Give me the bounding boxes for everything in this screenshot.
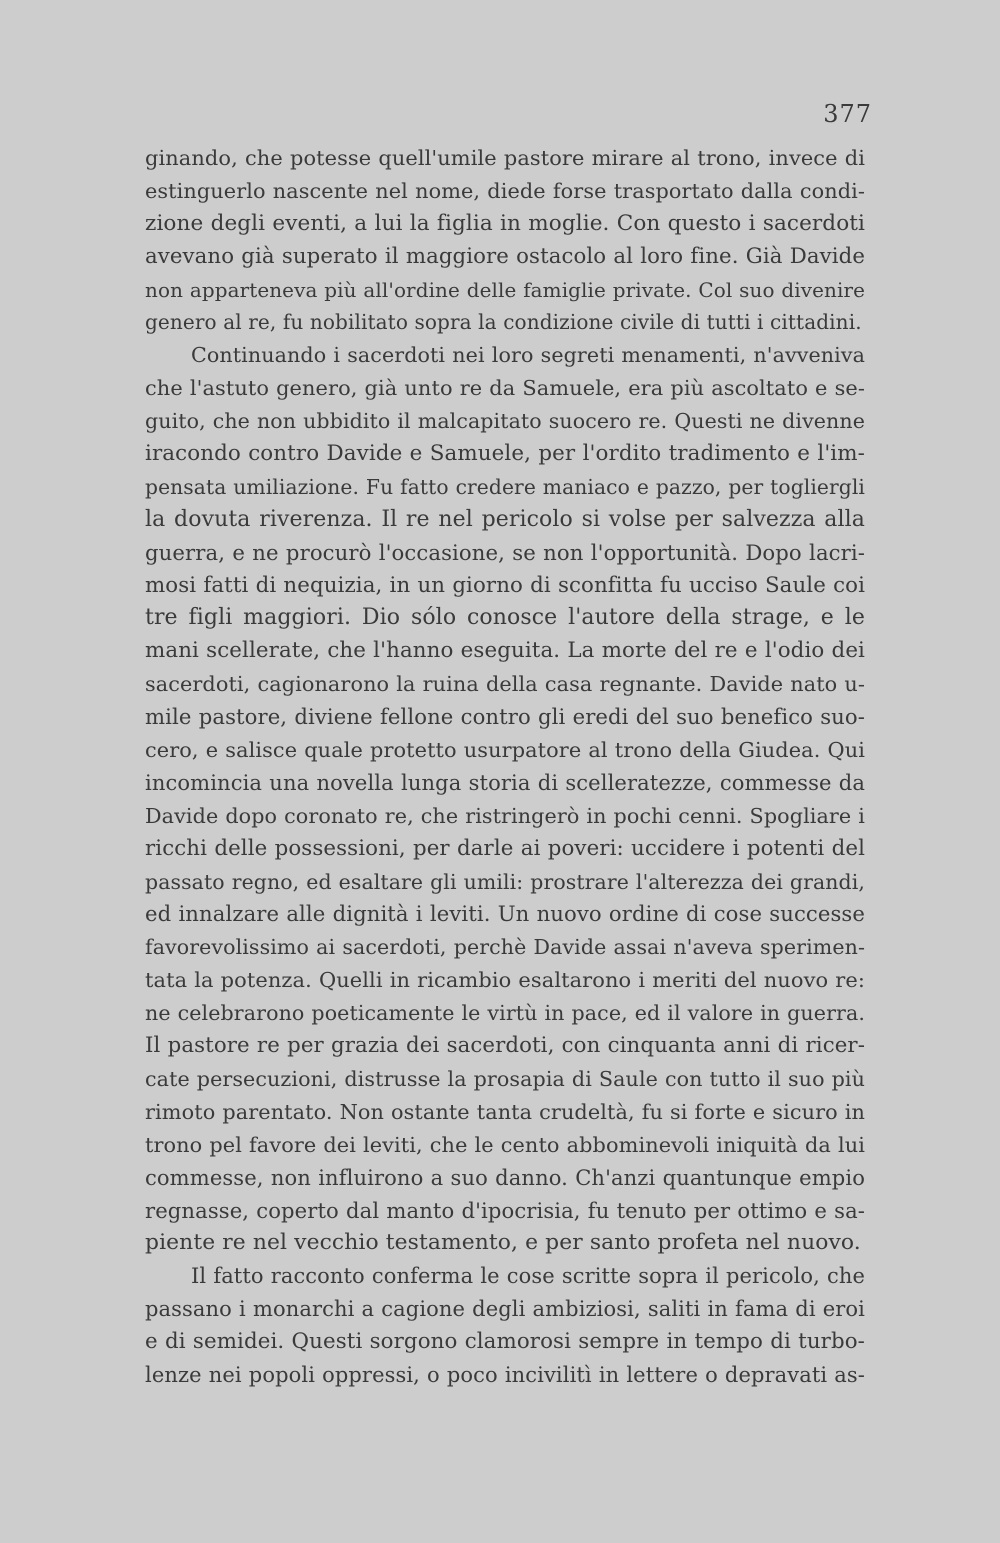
text-line: non apparteneva più all'ordine delle famiglie private. Col suo divenire [145, 277, 865, 302]
text-line: Continuando i sacerdoti nei loro segreti menamenti, n'avveniva [191, 343, 865, 368]
text-line: favorevolissimo ai sacerdoti, perchè Davide assai n'aveva sperimen- [145, 935, 865, 960]
text-line: guerra, e ne procurò l'occasione, se non l'opportunità. Dopo lacri- [145, 539, 865, 565]
text-line: cate persecuzioni, distrusse la prosapia di Saule con tutto il suo più [145, 1066, 865, 1091]
text-line: mile pastore, diviene fellone contro gli eredi del suo benefico suo- [145, 704, 865, 730]
text-line: genero al re, fu nobilitato sopra la condizione civile di tutti i cittadini. [145, 310, 862, 335]
body-text [145, 142, 865, 1392]
text-line: iracondo contro Davide e Samuele, per l'ordito tradimento e l'im- [145, 441, 865, 467]
text-line: guito, che non ubbidito il malcapitato suocero re. Questi ne divenne [145, 409, 865, 434]
text-line: ricchi delle possessioni, per darle ai poveri: uccidere i potenti del [145, 835, 865, 861]
text-line: pensata umiliazione. Fu fatto credere maniaco e pazzo, per togliergli [145, 474, 865, 499]
text-line: sacerdoti, cagionarono la ruina della casa regnante. Davide nato u- [145, 672, 865, 697]
text-line: ne celebrarono poeticamente le virtù in pace, ed il valore in guerra. [145, 1001, 865, 1026]
text-line: ed innalzare alle dignità i leviti. Un nuovo ordine di cose successe [145, 901, 865, 927]
text-line: piente re nel vecchio testamento, e per santo profeta nel nuovo. [145, 1230, 861, 1256]
text-line: mosi fatti di nequizia, in un giorno di sconfitta fu ucciso Saule coi [145, 572, 865, 598]
text-line: tata la potenza. Quelli in ricambio esaltarono i meriti del nuovo re: [145, 968, 865, 993]
text-line: regnasse, coperto dal manto d'ipocrisia, fu tenuto per ottimo e sa- [145, 1197, 865, 1223]
text-line: trono pel favore dei leviti, che le cento abbominevoli iniquità da lui [145, 1132, 865, 1157]
text-line: Il fatto racconto conferma le cose scritte sopra il pericolo, che [191, 1264, 865, 1289]
text-line: Il pastore re per grazia dei sacerdoti, con cinquanta anni di ricer- [145, 1033, 865, 1059]
text-line: commesse, non influirono a suo danno. Ch'anzi quantunque empio [145, 1164, 865, 1190]
text-line: avevano già superato il maggiore ostacolo al loro fine. Già Davide [145, 243, 865, 269]
text-line: e di semidei. Questi sorgono clamorosi sempre in tempo di turbo- [145, 1329, 865, 1355]
text-line: che l'astuto genero, già unto re da Samuele, era più ascoltato e se- [145, 376, 865, 401]
text-line: passano i monarchi a cagione degli ambiziosi, saliti in fama di eroi [145, 1296, 865, 1322]
text-line: tre figli maggiori. Dio sólo conosce l'autore della strage, e le [145, 605, 865, 631]
text-line: mani scellerate, che l'hanno eseguita. La morte del re e l'odio dei [145, 638, 865, 664]
text-line: lenze nei popoli oppressi, o poco incivilitì in lettere o depravati as- [145, 1362, 865, 1387]
text-line: passato regno, ed esaltare gli umili: prostrare l'alterezza dei grandi, [145, 869, 865, 894]
text-line: ginando, che potesse quell'umile pastore mirare al trono, invece di [145, 146, 865, 170]
text-line: estinguerlo nascente nel nome, diede forse trasportato dalla condi- [145, 178, 865, 203]
page-number: 377 [823, 100, 872, 128]
text-line: zione degli eventi, a lui la figlia in moglie. Con questo i sacerdoti [145, 210, 865, 236]
text-line: la dovuta riverenza. Il re nel pericolo si volse per salvezza alla [145, 506, 865, 532]
text-line: incomincia una novella lunga storia di scelleratezze, commesse da [145, 769, 865, 795]
text-line: cero, e salisce quale protetto usurpatore al trono della Giudea. Qui [145, 738, 865, 763]
text-line: Davide dopo coronato re, che ristringerò in pochi cenni. Spogliare i [145, 803, 865, 828]
text-line: rimoto parentato. Non ostante tanta crudeltà, fu si forte e sicuro in [145, 1099, 865, 1124]
